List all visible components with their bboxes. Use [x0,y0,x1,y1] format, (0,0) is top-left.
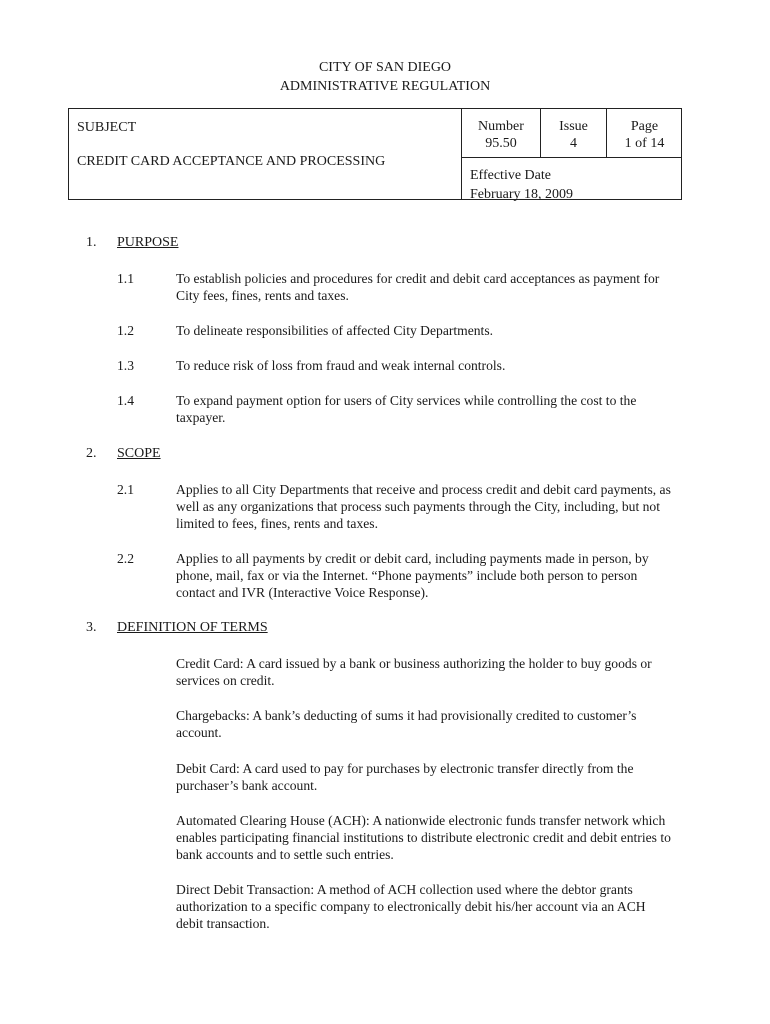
document-meta [461,109,684,202]
section-heading [86,619,268,636]
item-number: 1.3 [117,358,134,373]
section-number: 2. [86,446,97,461]
item-text: Applies to all City Departments that receive and process credit and debit card payments, as well as any organizations that process such payments through the City, including, but not limited to fees, fines, rents and taxes. [176,482,671,531]
document-header [0,58,770,96]
number-value: 95.50 [485,136,517,151]
issue-label: Issue [559,119,588,134]
definition: Automated Clearing House (ACH): A nationwide electronic funds transfer network which enables participating financial institutions to distribute electronic credit and debit entries to bank accounts and to settle such entries. [176,813,671,862]
item-text: To reduce risk of loss from fraud and weak internal controls. [176,358,506,373]
page-value: 1 of 14 [624,136,665,151]
definition: Debit Card: A card used to pay for purchases by electronic transfer directly from the purchaser’s bank account. [176,761,634,793]
subject-title: CREDIT CARD ACCEPTANCE AND PROCESSING [77,154,386,169]
section-title: SCOPE [117,446,161,461]
effective-date-label: Effective Date [470,168,551,183]
header-regulation: ADMINISTRATIVE REGULATION [279,79,491,94]
section-number: 1. [86,235,97,250]
issue-value: 4 [570,136,577,151]
header-city: CITY OF SAN DIEGO [318,60,452,75]
item-number: 1.2 [117,323,134,338]
effective-date-cell [462,157,682,204]
item-number: 2.2 [117,551,134,566]
definition: Chargebacks: A bank’s deducting of sums it had provisionally credited to customer’s account. [176,708,637,740]
definition: Credit Card: A card issued by a bank or business authorizing the holder to buy goods or services on credit. [176,656,652,688]
item-text: To establish policies and procedures for credit and debit card acceptances as payment for City fees, fines, rents and taxes. [176,271,660,303]
page-cell [606,109,682,157]
item-text: Applies to all payments by credit or debit card, including payments made in person, by phone, mail, fax or via the Internet. “Phone payments” include both person to person contact and IVR (Interactive Voice Response). [176,551,649,600]
number-label: Number [478,119,524,134]
section-heading [86,445,161,462]
section-title: DEFINITION OF TERMS [117,620,268,635]
subject-label: SUBJECT [77,120,137,135]
item-number: 2.1 [117,482,134,497]
item-number: 1.4 [117,393,134,408]
issue-cell [540,109,606,157]
document-info-table [68,108,682,200]
page-label: Page [630,119,659,134]
definition: Direct Debit Transaction: A method of ACH collection used where the debtor grants authorization to a specific company to electronically debit his/her account via an ACH debit transaction. [176,882,646,931]
number-cell [462,109,540,157]
section-title: PURPOSE [117,235,179,250]
section-number: 3. [86,620,97,635]
item-text: To expand payment option for users of City services while controlling the cost to the taxpayer. [176,393,637,425]
item-text: To delineate responsibilities of affected City Departments. [176,323,494,338]
section-heading [86,234,178,251]
effective-date-value: February 18, 2009 [470,187,574,202]
item-number: 1.1 [117,271,134,286]
